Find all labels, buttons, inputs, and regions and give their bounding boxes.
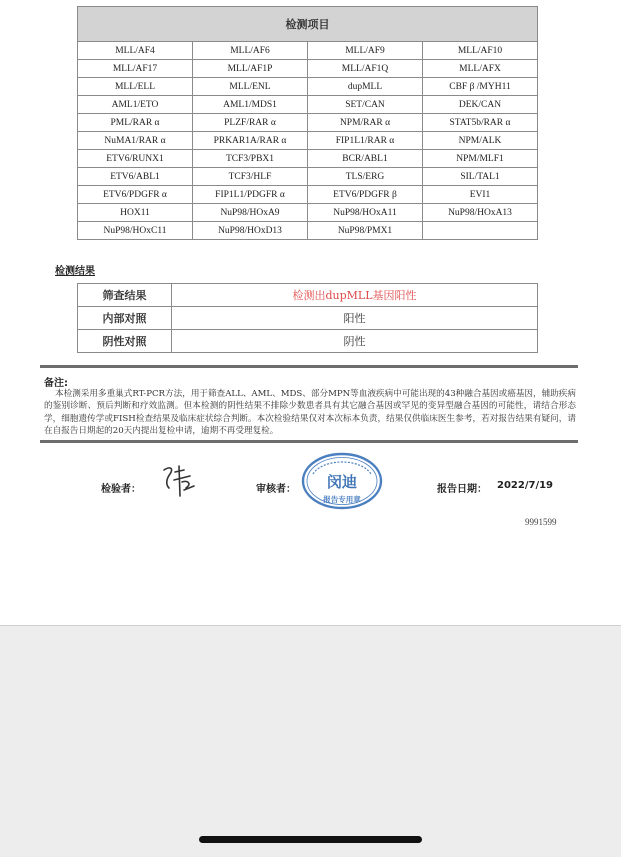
home-indicator[interactable] xyxy=(199,836,422,843)
gene-cell: STAT5b/RAR α xyxy=(423,114,538,132)
gene-cell: SIL/TAL1 xyxy=(423,168,538,186)
gene-cell: SET/CAN xyxy=(308,96,423,114)
gene-cell: NuP98/HOxD13 xyxy=(193,222,308,240)
screening-value: 检测出dupMLL基因阳性 xyxy=(172,284,538,307)
gene-cell: NuP98/HOxA13 xyxy=(423,204,538,222)
divider-top xyxy=(40,365,578,368)
screening-label: 筛查结果 xyxy=(78,284,172,307)
gene-cell: FIP1L1/RAR α xyxy=(308,132,423,150)
gene-cell: TCF3/HLF xyxy=(193,168,308,186)
reviewer-label: 审核者： xyxy=(256,484,296,495)
gene-cell: PLZF/RAR α xyxy=(193,114,308,132)
report-date-value: 2022/7/19 xyxy=(497,480,554,491)
gene-cell: MLL/AF9 xyxy=(308,42,423,60)
gene-cell xyxy=(423,222,538,240)
gene-row xyxy=(78,60,538,78)
gene-cell: AML1/ETO xyxy=(78,96,193,114)
gene-cell: NuP98/HOxA11 xyxy=(308,204,423,222)
stamp-center-text: 闵迪 xyxy=(326,473,358,491)
gene-cell: BCR/ABL1 xyxy=(308,150,423,168)
gene-cell: HOX11 xyxy=(78,204,193,222)
gene-cell: NuP98/HOxC11 xyxy=(78,222,193,240)
examiner-signature xyxy=(160,462,200,498)
gene-cell: TCF3/PBX1 xyxy=(193,150,308,168)
gene-cell: TLS/ERG xyxy=(308,168,423,186)
negative-control-value: 阴性 xyxy=(172,330,538,353)
gene-row xyxy=(78,78,538,96)
results-row-screening xyxy=(78,284,538,307)
internal-control-value: 阳性 xyxy=(172,307,538,330)
negative-control-label: 阴性对照 xyxy=(78,330,172,353)
gene-row xyxy=(78,96,538,114)
gene-cell: NPM/RAR α xyxy=(308,114,423,132)
report-number: 9991599 xyxy=(525,517,557,527)
gene-cell: DEK/CAN xyxy=(423,96,538,114)
results-table xyxy=(77,283,538,353)
gene-cell: ETV6/ABL1 xyxy=(78,168,193,186)
gene-cell: MLL/AF1Q xyxy=(308,60,423,78)
report-seal-stamp xyxy=(301,452,383,510)
gene-cell: NPM/ALK xyxy=(423,132,538,150)
results-row-internal xyxy=(78,307,538,330)
gene-cell: EVI1 xyxy=(423,186,538,204)
gene-cell: MLL/AF17 xyxy=(78,60,193,78)
gene-row xyxy=(78,132,538,150)
examiner-label: 检验者： xyxy=(101,484,141,495)
gene-row xyxy=(78,42,538,60)
gene-cell: PML/RAR α xyxy=(78,114,193,132)
gene-row xyxy=(78,150,538,168)
gene-cell: FIP1L1/PDGFR α xyxy=(193,186,308,204)
gene-row xyxy=(78,168,538,186)
results-title: 检测结果 xyxy=(55,266,95,277)
gene-cell: MLL/AF6 xyxy=(193,42,308,60)
test-items-body xyxy=(78,42,538,240)
gene-cell: ETV6/PDGFR β xyxy=(308,186,423,204)
gene-cell: MLL/AF10 xyxy=(423,42,538,60)
gene-row xyxy=(78,204,538,222)
gene-cell: NuMA1/RAR α xyxy=(78,132,193,150)
gene-row xyxy=(78,222,538,240)
gene-cell: MLL/ENL xyxy=(193,78,308,96)
gene-cell: ETV6/RUNX1 xyxy=(78,150,193,168)
stamp-label-text: 报告专用章 xyxy=(323,495,361,504)
notes-title: 备注: xyxy=(44,378,68,389)
gene-cell: MLL/AFX xyxy=(423,60,538,78)
gene-cell: dupMLL xyxy=(308,78,423,96)
gene-row xyxy=(78,186,538,204)
gene-cell: MLL/AF1P xyxy=(193,60,308,78)
gene-cell: AML1/MDS1 xyxy=(193,96,308,114)
gene-cell: PRKAR1A/RAR α xyxy=(193,132,308,150)
gene-cell: CBF β /MYH11 xyxy=(423,78,538,96)
report-date-label: 报告日期： xyxy=(437,484,487,495)
test-items-header: 检测项目 xyxy=(78,7,538,42)
divider-bottom xyxy=(40,440,578,443)
gene-cell: NuP98/HOxA9 xyxy=(193,204,308,222)
gene-row xyxy=(78,114,538,132)
test-items-table xyxy=(77,6,538,240)
gene-cell: MLL/AF4 xyxy=(78,42,193,60)
gene-cell: NuP98/PMX1 xyxy=(308,222,423,240)
notes-body: 本检测采用多重巢式RT-PCR方法，用于筛查ALL、AML、MDS、部分MPN等血液疾病中可能出现的43种融合基因或癌基因，辅助疾病的鉴别诊断、预后判断和疗效监测。但本检测的阴性结果不排除少数患者具有其它融合基因或罕见的变异型融合基因的可能性，请结合形态学，细胞遗传学或FISH检查结果及临床症状综合判断。本次检验结果仅对本次标本负责，结果仅供临床医生参考，若对报告结果有疑问，请在自报告日期起的20天内提出复检申请，逾期不再受理复检。 xyxy=(44,389,576,437)
gene-cell: NPM/MLF1 xyxy=(423,150,538,168)
gene-cell: ETV6/PDGFR α xyxy=(78,186,193,204)
internal-control-label: 内部对照 xyxy=(78,307,172,330)
page-edge xyxy=(0,625,621,626)
gene-cell: MLL/ELL xyxy=(78,78,193,96)
test-items-header-row xyxy=(78,7,538,42)
results-row-negative xyxy=(78,330,538,353)
